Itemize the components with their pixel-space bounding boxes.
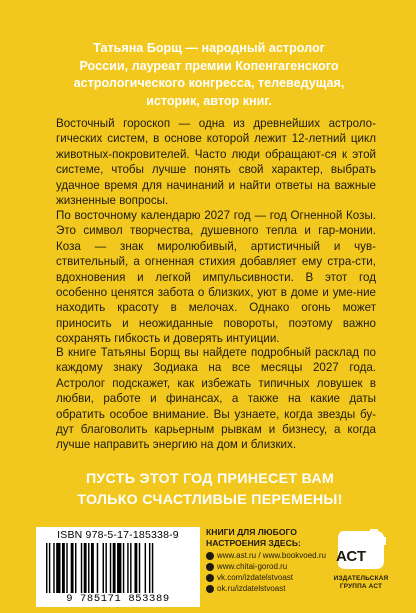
vk-icon <box>206 574 214 582</box>
barcode-bar <box>71 543 74 593</box>
barcode-bar <box>149 543 150 593</box>
globe-icon <box>206 552 214 560</box>
globe-icon <box>206 563 214 571</box>
contact-link[interactable] <box>206 583 316 594</box>
barcode-bar <box>49 543 50 593</box>
contacts-heading <box>206 527 316 548</box>
barcode-bar <box>75 543 76 593</box>
paragraph-eastern-horoscope: Восточный гороскоп — одна из древнейших астроло-гических систем, в основе которой лежит 12-летний цикл животных-покровителей. Часто люди обращают-ся к этой системе, чтобы лучше понять свой характер, выбрать удачное время для начинаний и найти ответы на важные жизненные вопросы. <box>56 117 376 208</box>
contact-link-text: www.chitai-gorod.ru <box>217 562 288 571</box>
barcode-bar <box>145 543 146 593</box>
barcode-digits: 9 785171 853389 <box>66 593 170 605</box>
author-bio-line: астрологического конгресса, телеведущая, <box>73 76 345 90</box>
barcode-bar <box>46 543 47 593</box>
isbn-text: ISBN 978-5-17-185338-9 <box>57 529 179 541</box>
publisher-name-line: ИЗДАТЕЛЬСКАЯ <box>333 575 389 582</box>
contacts-heading-line: НАСТРОЕНИЯ ЗДЕСЬ: <box>206 537 301 548</box>
ast-logo-icon <box>334 525 388 573</box>
barcode-bar <box>123 543 124 593</box>
barcode-bar <box>66 543 67 593</box>
barcode-bar <box>130 543 131 593</box>
paragraph-fire-goat-year: По восточному календарю 2027 год — год Огненной Козы. Это символ творчества, душевного тепла и гар-монии. Коза — знак миролюбивый, артистичный и чув-ствительный, а огненная стихия добавляет ему стра-сти, вдохновения и легкой импульсивности. В этот год особенно ценятся забота о близких, уют в доме и уме-ние находить красоту в мелочах. Однако огонь может приносить и неожиданные повороты, поэтому важно сохранять гибкость и доверять интуиции. <box>56 209 376 346</box>
contacts-block <box>206 527 326 594</box>
barcode-bar <box>134 543 137 593</box>
author-bio-line: Татьяна Борщ — народный астролог <box>93 41 325 55</box>
author-bio-line: историк, автор книг. <box>146 93 272 108</box>
publisher-name <box>325 575 397 591</box>
publisher-block <box>325 525 397 591</box>
barcode-bar <box>88 543 89 593</box>
barcode-bar <box>113 543 116 593</box>
publisher-name-line: ГРУППА АСТ <box>339 583 383 590</box>
logo-text: АСТ <box>335 548 367 565</box>
barcode-bar <box>105 543 106 593</box>
paragraph-book-contents: В книге Татьяны Борщ вы найдете подробный расклад по каждому знаку Зодиака на все месяцы 2027 года. Астролог подскажет, как избежать типичных ловушек в любви, работе и финансах, а также на какие даты обратить особое внимание. Вы узнаете, когда звезды бу-дут благоволить карьерным рывкам и бизнесу, а когда лучше направить энергию на дом и близких. <box>56 346 376 452</box>
contacts-heading-line: КНИГИ ДЛЯ ЛЮБОГО <box>206 527 297 537</box>
contact-link[interactable] <box>206 572 316 583</box>
barcode-bar <box>117 543 121 593</box>
slogan-line: ПУСТЬ ЭТОТ ГОД ПРИНЕСЕТ ВАМ <box>85 471 335 487</box>
barcode-bar <box>91 543 94 593</box>
barcode-bar <box>53 543 54 593</box>
barcode-bar <box>84 543 87 593</box>
barcode-panel <box>36 527 200 607</box>
barcode-bar <box>139 543 140 593</box>
barcode-bar <box>81 543 82 593</box>
author-bio-line: России, лауреат премии Копенгагенского <box>79 58 339 73</box>
contact-link-text: vk.com/izdatelstvoast <box>217 573 294 582</box>
slogan-line: ТОЛЬКО СЧАСТЛИВЫЕ ПЕРЕМЕНЫ! <box>77 492 343 508</box>
contact-link[interactable] <box>206 550 326 561</box>
barcode-bars <box>46 543 190 593</box>
barcode-bar <box>110 543 111 593</box>
ok-icon <box>206 585 214 593</box>
barcode-bar <box>62 543 65 593</box>
barcode-bar <box>103 543 104 593</box>
barcode-bar <box>127 543 128 593</box>
barcode-bar <box>97 543 98 593</box>
barcode-bar <box>152 543 153 593</box>
contact-link-text: www.ast.ru / www.bookvoed.ru <box>217 551 326 560</box>
contact-link[interactable] <box>206 561 316 572</box>
slogan <box>40 469 380 511</box>
barcode-bar <box>56 543 60 593</box>
contact-link-text: ok.ru/izdatelstvoast <box>217 584 286 593</box>
author-bio <box>50 40 368 110</box>
